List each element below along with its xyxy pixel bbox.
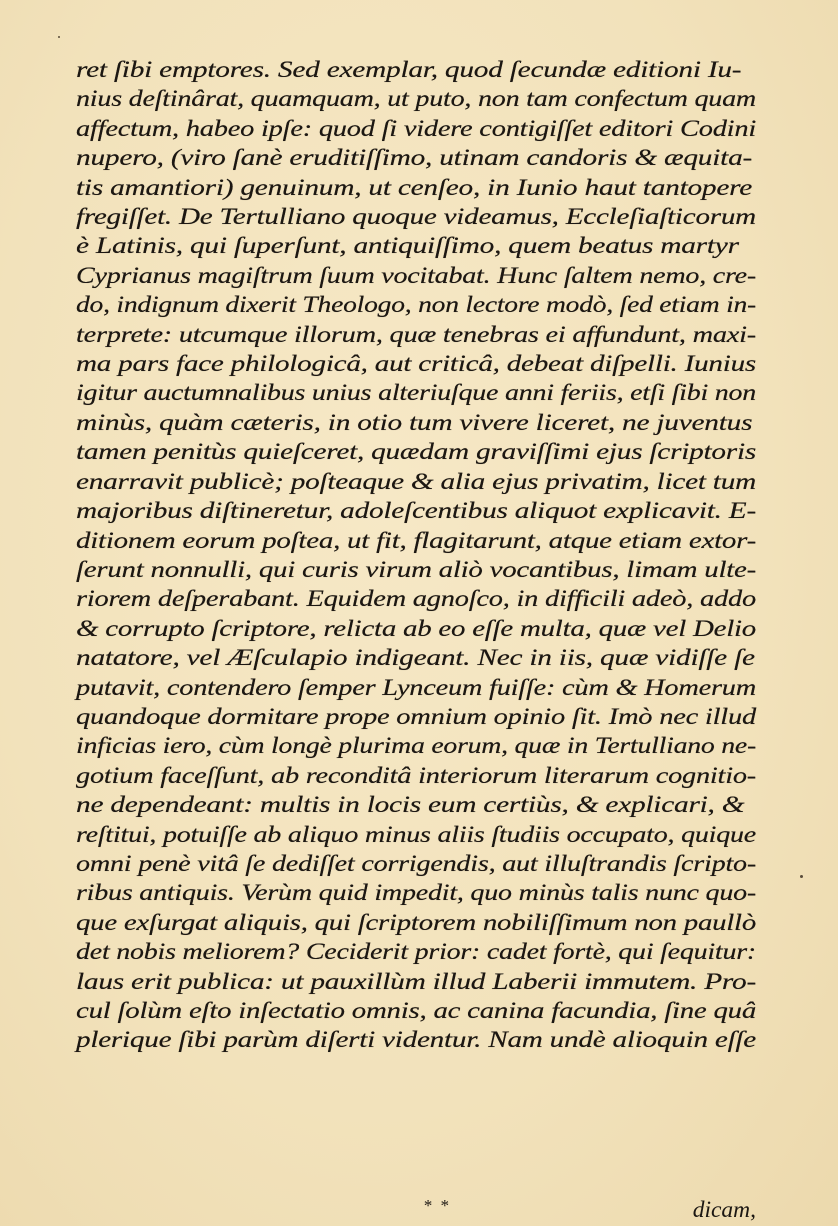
text-line: quandoque dormitare prope omnium opinio ſit. Imò nec illud bbox=[76, 703, 756, 730]
text-line: minùs, quàm cæteris, in otio tum vivere liceret, ne juventus bbox=[76, 409, 753, 436]
text-line: det nobis meliorem? Ceciderit prior: cadet fortè, qui ſequitur: bbox=[76, 939, 756, 966]
text-line: nius deſtinârat, quamquam, ut puto, non tam confectum quam bbox=[76, 86, 756, 113]
text-line: fregiſſet. De Tertulliano quoque videamus, Eccleſiaſticorum bbox=[76, 204, 756, 231]
text-line: igitur auctumnalibus unius alteriuſque anni feriis, etſi ſibi non bbox=[76, 380, 756, 407]
text-line: ne dependeant: multis in locis eum certiùs, & explicari, & bbox=[76, 792, 745, 819]
text-line: do, indignum dixerit Theologo, non lectore modò, ſed etiam in- bbox=[76, 292, 757, 319]
ink-speck bbox=[800, 875, 803, 878]
text-line: cul ſolùm eſto inſectatio omnis, ac canina facundia, ſine quâ bbox=[76, 998, 757, 1024]
text-line: ditionem eorum poſtea, ut fit, flagitarunt, atque etiam extor- bbox=[76, 527, 756, 554]
signature-mark: * * bbox=[423, 1196, 451, 1215]
text-line: Cyprianus magiſtrum ſuum vocitabat. Hunc ſaltem nemo, cre- bbox=[76, 262, 756, 289]
text-line: majoribus diſtineretur, adoleſcentibus aliquot explicavit. E- bbox=[76, 498, 756, 525]
text-line: & corrupto ſcriptore, relicta ab eo eſſe multa, quæ vel Delio bbox=[76, 615, 757, 642]
catchword: dicam, bbox=[692, 1197, 756, 1223]
text-line: tis amantiori) genuinum, ut cenſeo, in Iunio haut tantopere bbox=[76, 174, 753, 201]
text-line: ret ſibi emptores. Sed exemplar, quod ſecundæ editioni Iu- bbox=[76, 57, 742, 83]
page-footer bbox=[76, 1196, 756, 1226]
text-line: laus erit publica: ut pauxillùm illud Laberii immutem. Pro- bbox=[76, 968, 756, 995]
text-line: natatore, vel Æſculapio indigeant. Nec in iis, quæ vidiſſe ſe bbox=[76, 645, 755, 672]
text-line: que exſurgat aliquis, qui ſcriptorem nobiliſſimum non paullò bbox=[76, 909, 757, 936]
text-line: omni penè vitâ ſe dediſſet corrigendis, aut illuſtrandis ſcripto- bbox=[76, 850, 757, 877]
text-line: terprete: utcumque illorum, quæ tenebras ei affundunt, maxi- bbox=[76, 321, 756, 348]
ink-speck bbox=[58, 36, 60, 38]
text-line: nupero, (viro ſanè eruditiſſimo, utinam candoris & æquita- bbox=[76, 145, 753, 172]
text-line: ma pars face philologicâ, aut criticâ, debeat diſpelli. Iunius bbox=[76, 351, 757, 378]
text-line: riorem deſperabant. Equidem agnoſco, in difficili adeò, addo bbox=[76, 586, 756, 613]
text-line: reſtitui, potuiſſe ab aliquo minus aliis ſtudiis occupato, quique bbox=[76, 821, 756, 848]
text-line: putavit, contendero ſemper Lynceum fuiſſe: cùm & Homerum bbox=[76, 674, 757, 701]
text-line: ribus antiquis. Verùm quid impedit, quo minùs talis nunc quo- bbox=[76, 880, 757, 907]
text-line: tamen penitùs quieſceret, quædam graviſſimi ejus ſcriptoris bbox=[76, 439, 757, 466]
text-line: plerique ſibi parùm diſerti videntur. Nam undè alioquin eſſe bbox=[76, 1027, 757, 1054]
text-line: è Latinis, qui ſuperſunt, antiquiſſimo, quem beatus martyr bbox=[76, 233, 739, 260]
text-line: gotium faceſſunt, ab reconditâ interiorum literarum cognitio- bbox=[76, 762, 756, 789]
text-line: affectum, habeo ipſe: quod ſi videre contigiſſet editori Codini bbox=[76, 115, 757, 142]
text-line: enarravit publicè; poſteaque & alia ejus privatim, licet tum bbox=[76, 468, 756, 495]
text-line: inficias iero, cùm longè plurima eorum, quæ in Tertulliano ne- bbox=[76, 733, 757, 760]
body-text bbox=[76, 56, 756, 1056]
text-line: ſerunt nonnulli, qui curis virum aliò vocantibus, limam ulte- bbox=[76, 556, 756, 583]
